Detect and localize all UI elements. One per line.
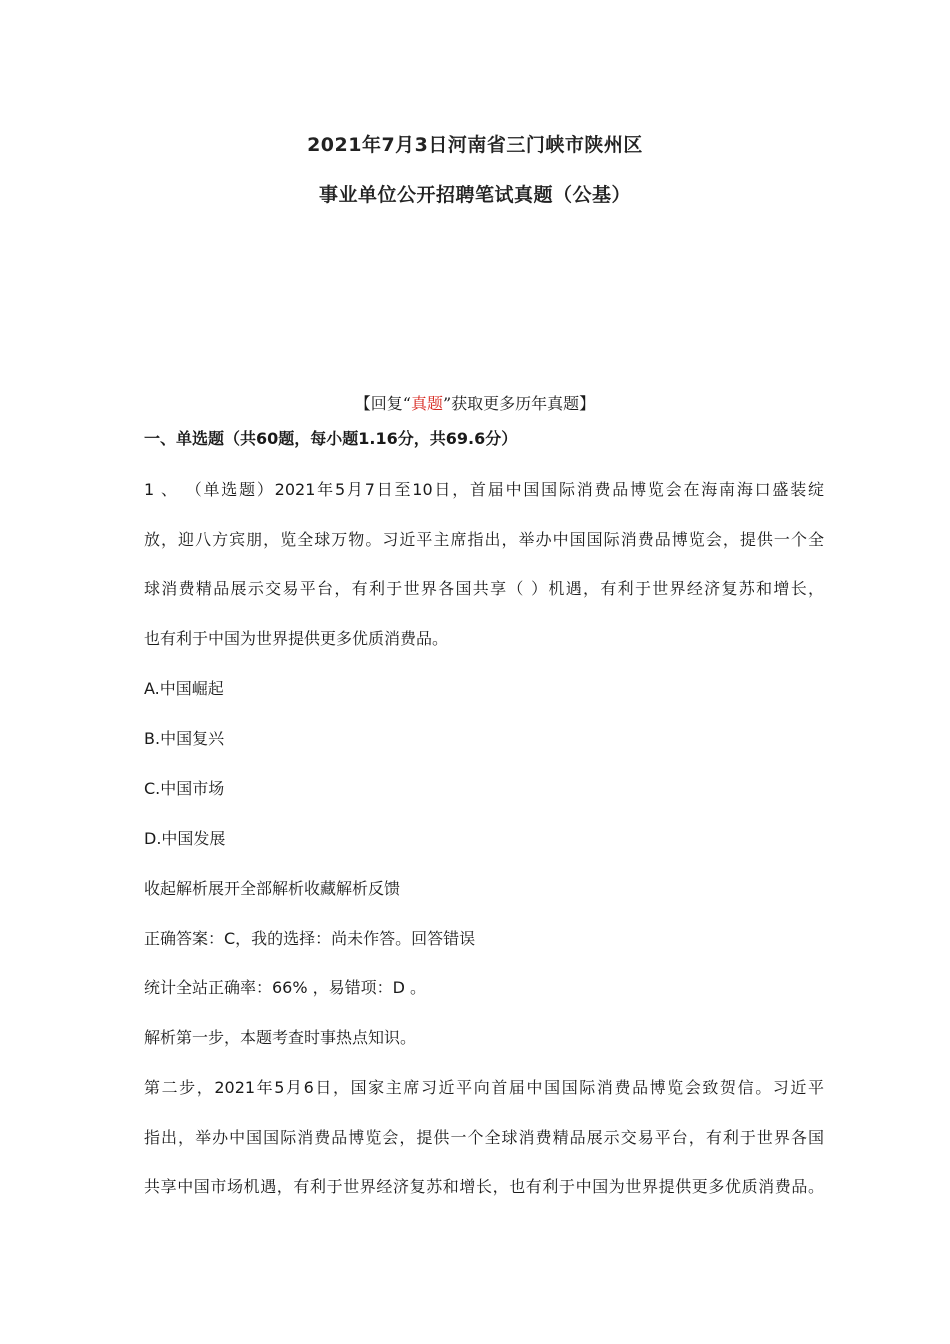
- document-title-line-2: 事业单位公开招聘笔试真题（公基）: [318, 184, 631, 206]
- question-text-line-1: 1 、 （单选题）2021年5月7日至10日，首届中国国际消费品博览会在海南海口盛装绽: [144, 480, 824, 499]
- option-b: B.中国复兴: [144, 729, 225, 748]
- question-text-line-4: 也有利于中国为世界提供更多优质消费品。: [144, 629, 449, 648]
- section-heading: 一、单选题（共60题，每小题1.16分，共69.6分）: [144, 429, 518, 448]
- option-c: C.中国市场: [144, 779, 225, 798]
- document-title-line-1: 2021年7月3日河南省三门峡市陕州区: [307, 134, 643, 156]
- reply-note-keyword: 真题: [410, 394, 443, 413]
- stats-line: 统计全站正确率：66% ，易错项：D 。: [144, 978, 427, 997]
- analysis-step-2-line-3: 共享中国市场机遇，有利于世界经济复苏和增长，也有利于中国为世界提供更多优质消费品。: [144, 1177, 824, 1196]
- analysis-controls: 收起解析展开全部解析收藏解析反馈: [144, 879, 401, 898]
- option-d: D.中国发展: [144, 829, 226, 848]
- analysis-step-2-line-1: 第二步，2021年5月6日，国家主席习近平向首届中国国际消费品博览会致贺信。习近平: [144, 1078, 824, 1097]
- reply-note-suffix: ”获取更多历年真题】: [443, 394, 596, 413]
- analysis-step-1: 解析第一步，本题考查时事热点知识。: [144, 1028, 417, 1047]
- answer-line: 正确答案：C，我的选择：尚未作答。回答错误: [144, 929, 476, 948]
- question-text-line-3: 球消费精品展示交易平台，有利于世界各国共享（ ）机遇，有利于世界经济复苏和增长，: [144, 579, 824, 598]
- question-text-line-2: 放，迎八方宾朋，览全球万物。习近平主席指出，举办中国国际消费品博览会，提供一个全: [144, 530, 824, 549]
- reply-note-prefix: 【回复“: [354, 394, 411, 413]
- analysis-step-2-line-2: 指出，举办中国国际消费品博览会，提供一个全球消费精品展示交易平台，有利于世界各国: [144, 1128, 824, 1147]
- option-a: A.中国崛起: [144, 679, 224, 698]
- reply-note: [0, 391, 950, 414]
